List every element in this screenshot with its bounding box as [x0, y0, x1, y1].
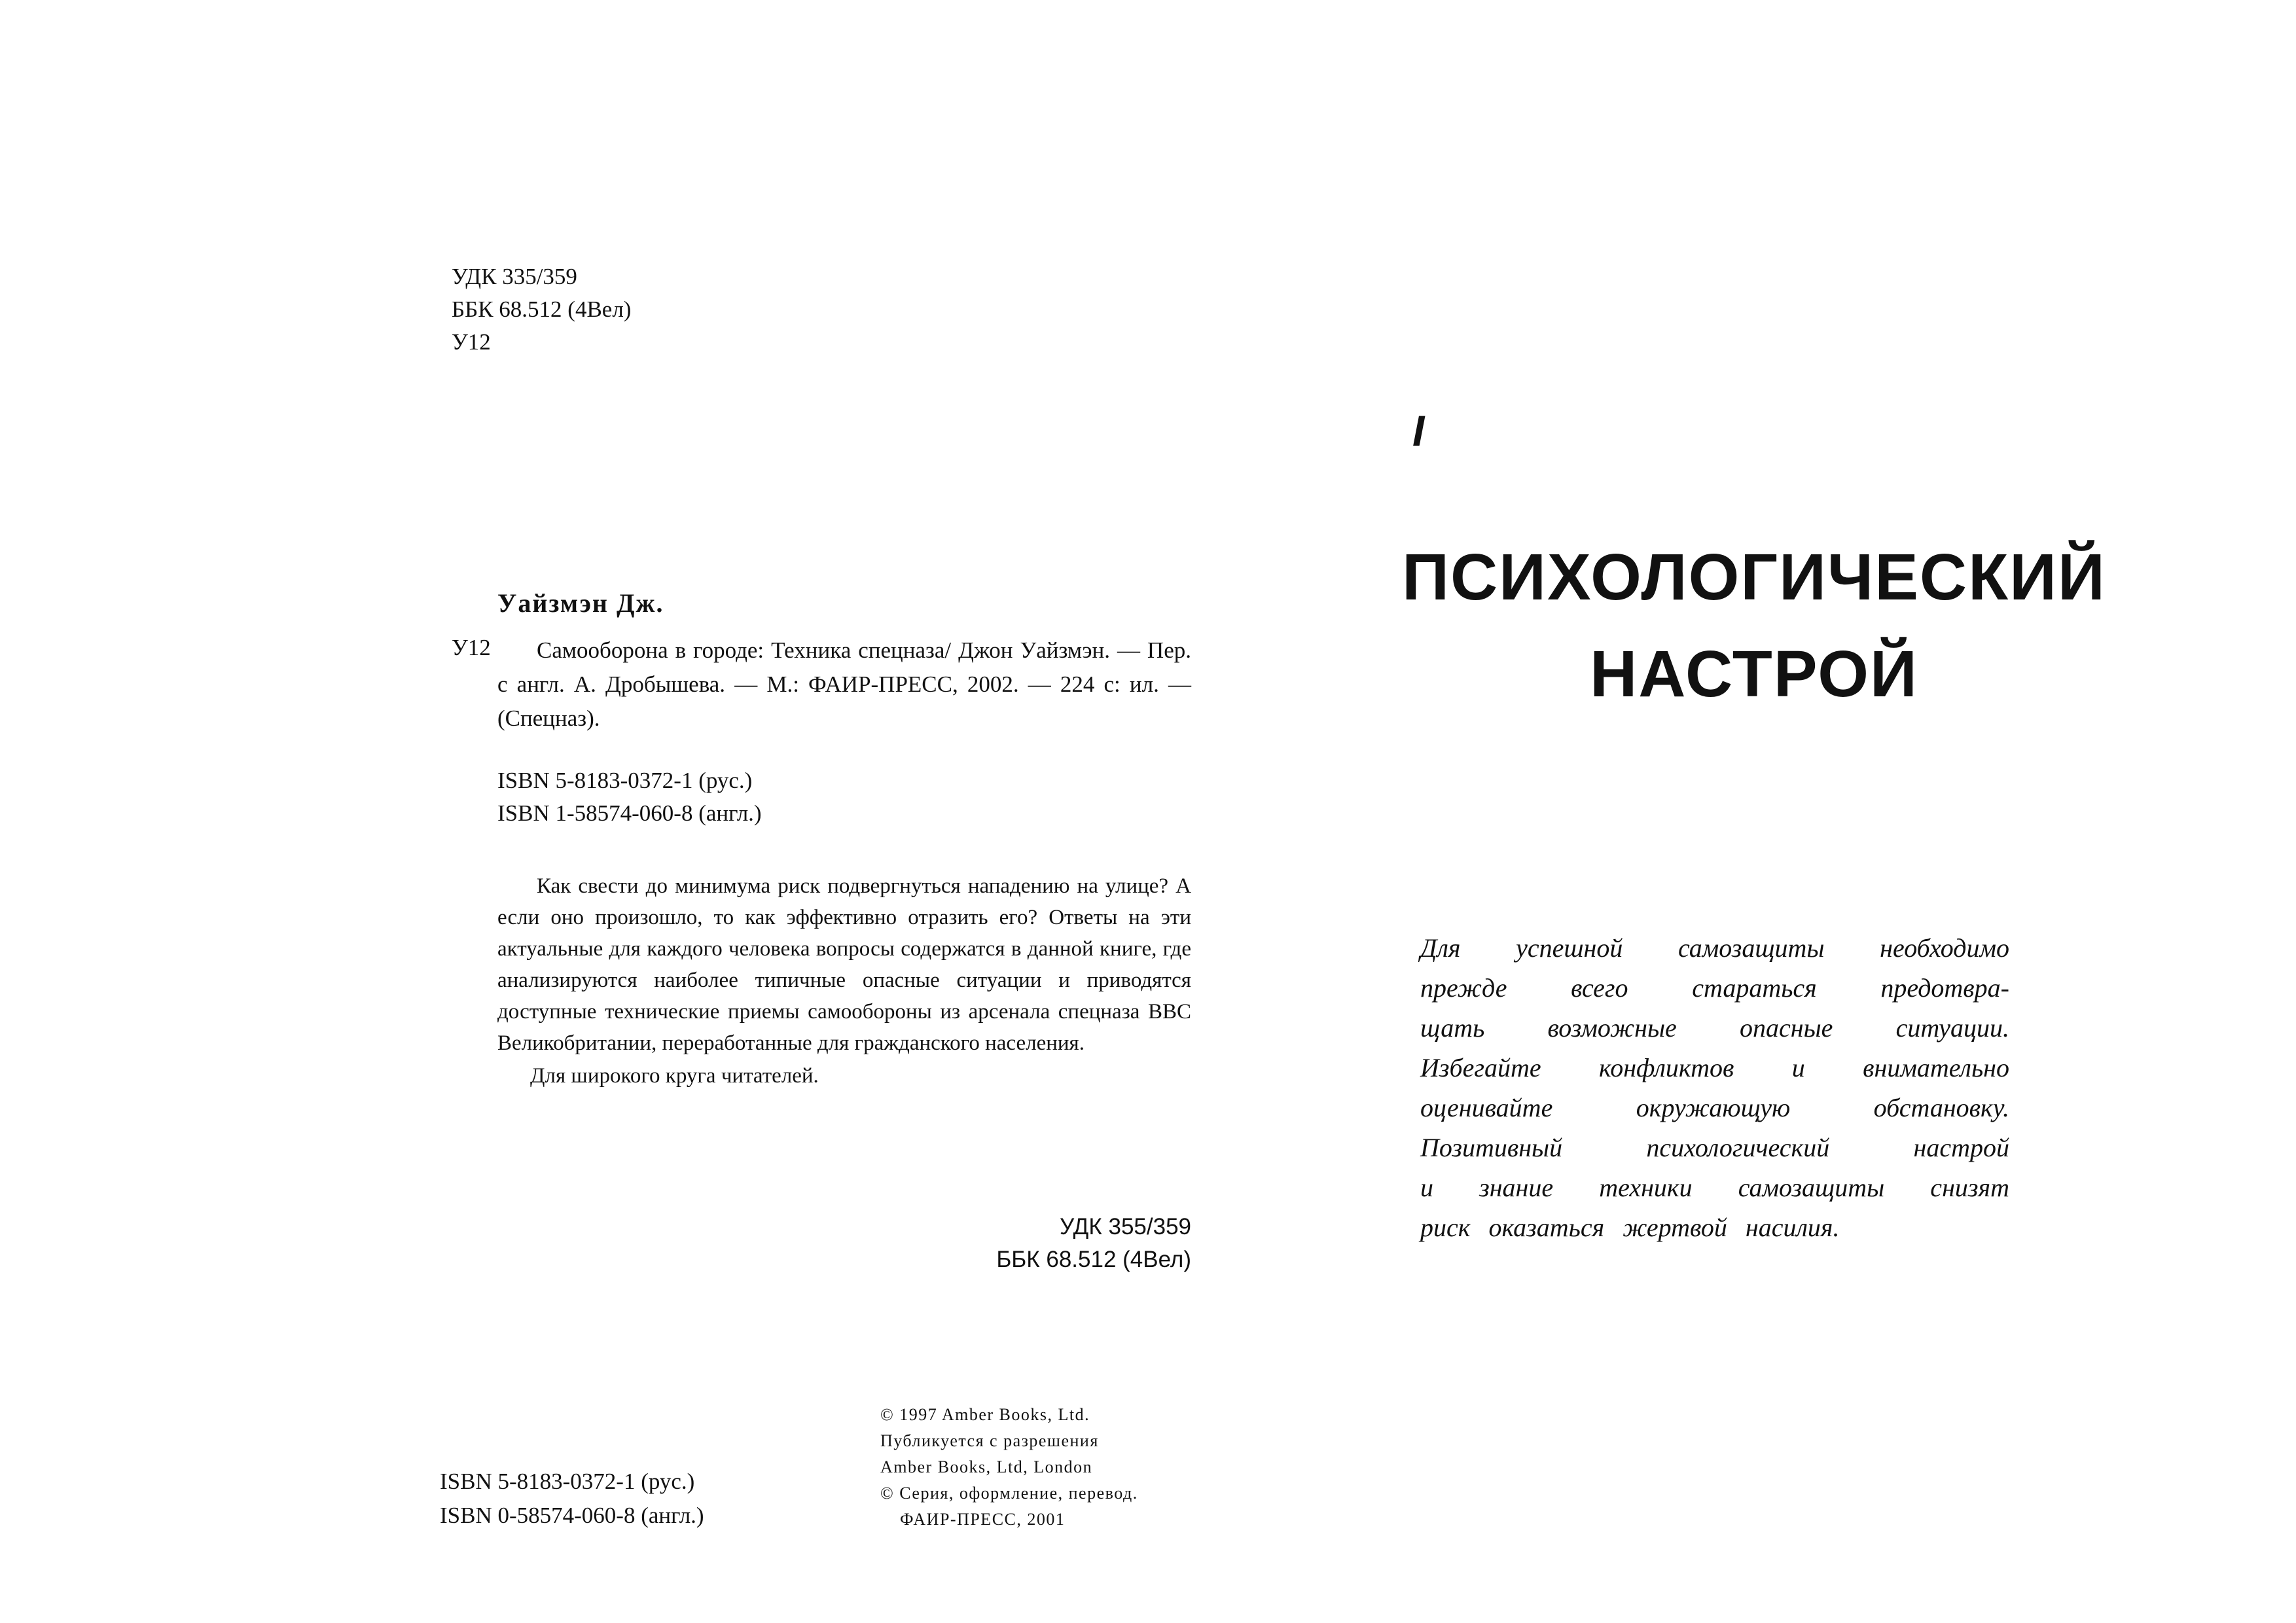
- audience-note: Для широкого круга читателей.: [530, 1064, 819, 1088]
- isbn-block: [497, 764, 762, 830]
- chapter-title-line: ПСИХОЛОГИЧЕСКИЙ: [1402, 541, 2106, 614]
- abstract: [497, 870, 1191, 1092]
- epigraph-line: Избегайте конфликтов и внимательно: [1420, 1053, 2009, 1082]
- bbk-code-right: ББК 68.512 (4Вел): [996, 1247, 1191, 1272]
- part-number: I: [1412, 406, 1425, 455]
- author-mark: У12: [452, 329, 491, 355]
- copyright-line: ФАИР-ПРЕСС, 2001: [900, 1510, 1066, 1529]
- isbn-english: ISBN 1-58574-060-8 (англ.): [497, 800, 762, 826]
- abstract-text: Как свести до минимума риск подвергнуться нападению на улице? А если оно произошло, то как эффективно отразить его? Ответы на эти актуальные для каждого человека вопросы содержатся в данной книге, где анализируются наиболее типичные опасные ситуации и приводятся доступные технические приемы самообороны из арсенала спецназа ВВС Великобритании, переработанные для гражданского населения.: [497, 874, 1191, 1055]
- copyright-line: © Серия, оформление, перевод.: [880, 1484, 1138, 1503]
- bibliographic-description-text: Самооборона в городе: Техника спецназа/ Джон Уайзмэн. — Пер. с англ. А. Дробышева. — М.: ФАИР-ПРЕСС, 2002. — 224 с: ил. — (Спецназ).: [497, 637, 1191, 731]
- epigraph: [1420, 928, 2009, 1247]
- epigraph-line: щать возможные опасные ситуации.: [1420, 1013, 2009, 1043]
- copyright-block: [880, 1402, 1138, 1533]
- epigraph-line: Для успешной самозащиты необходимо: [1420, 933, 2009, 963]
- bbk-code: ББК 68.512 (4Вел): [452, 296, 632, 322]
- epigraph-line: и знание техники самозащиты снизят: [1420, 1173, 2009, 1202]
- epigraph-line: риск оказаться жертвой насилия.: [1420, 1213, 1840, 1242]
- isbn-bottom-english: ISBN 0-58574-060-8 (англ.): [440, 1503, 704, 1528]
- chapter-title: [1361, 529, 2147, 722]
- isbn-bottom-russian: ISBN 5-8183-0372-1 (рус.): [440, 1469, 695, 1494]
- classification-block-right: [890, 1211, 1191, 1276]
- epigraph-line: оценивайте окружающую обстановку.: [1420, 1093, 2009, 1122]
- bibliographic-description: [497, 633, 1191, 736]
- chapter-title-line: НАСТРОЙ: [1590, 637, 1918, 711]
- udk-code: УДК 335/359: [452, 264, 577, 289]
- copyright-line: © 1997 Amber Books, Ltd.: [880, 1405, 1090, 1424]
- epigraph-line: Позитивный психологический настрой: [1420, 1133, 2009, 1162]
- isbn-bottom-block: [440, 1465, 704, 1533]
- isbn-russian: ISBN 5-8183-0372-1 (рус.): [497, 768, 753, 793]
- bibliographic-code: У12: [452, 635, 491, 660]
- copyright-line: Публикуется с разрешения: [880, 1431, 1099, 1450]
- epigraph-line: прежде всего стараться предотвра-: [1420, 973, 2009, 1003]
- bibliographic-author: Уайзмэн Дж.: [497, 588, 664, 618]
- copyright-line: Amber Books, Ltd, London: [880, 1457, 1093, 1476]
- udk-code-right: УДК 355/359: [1060, 1214, 1191, 1240]
- classification-block: [452, 260, 631, 359]
